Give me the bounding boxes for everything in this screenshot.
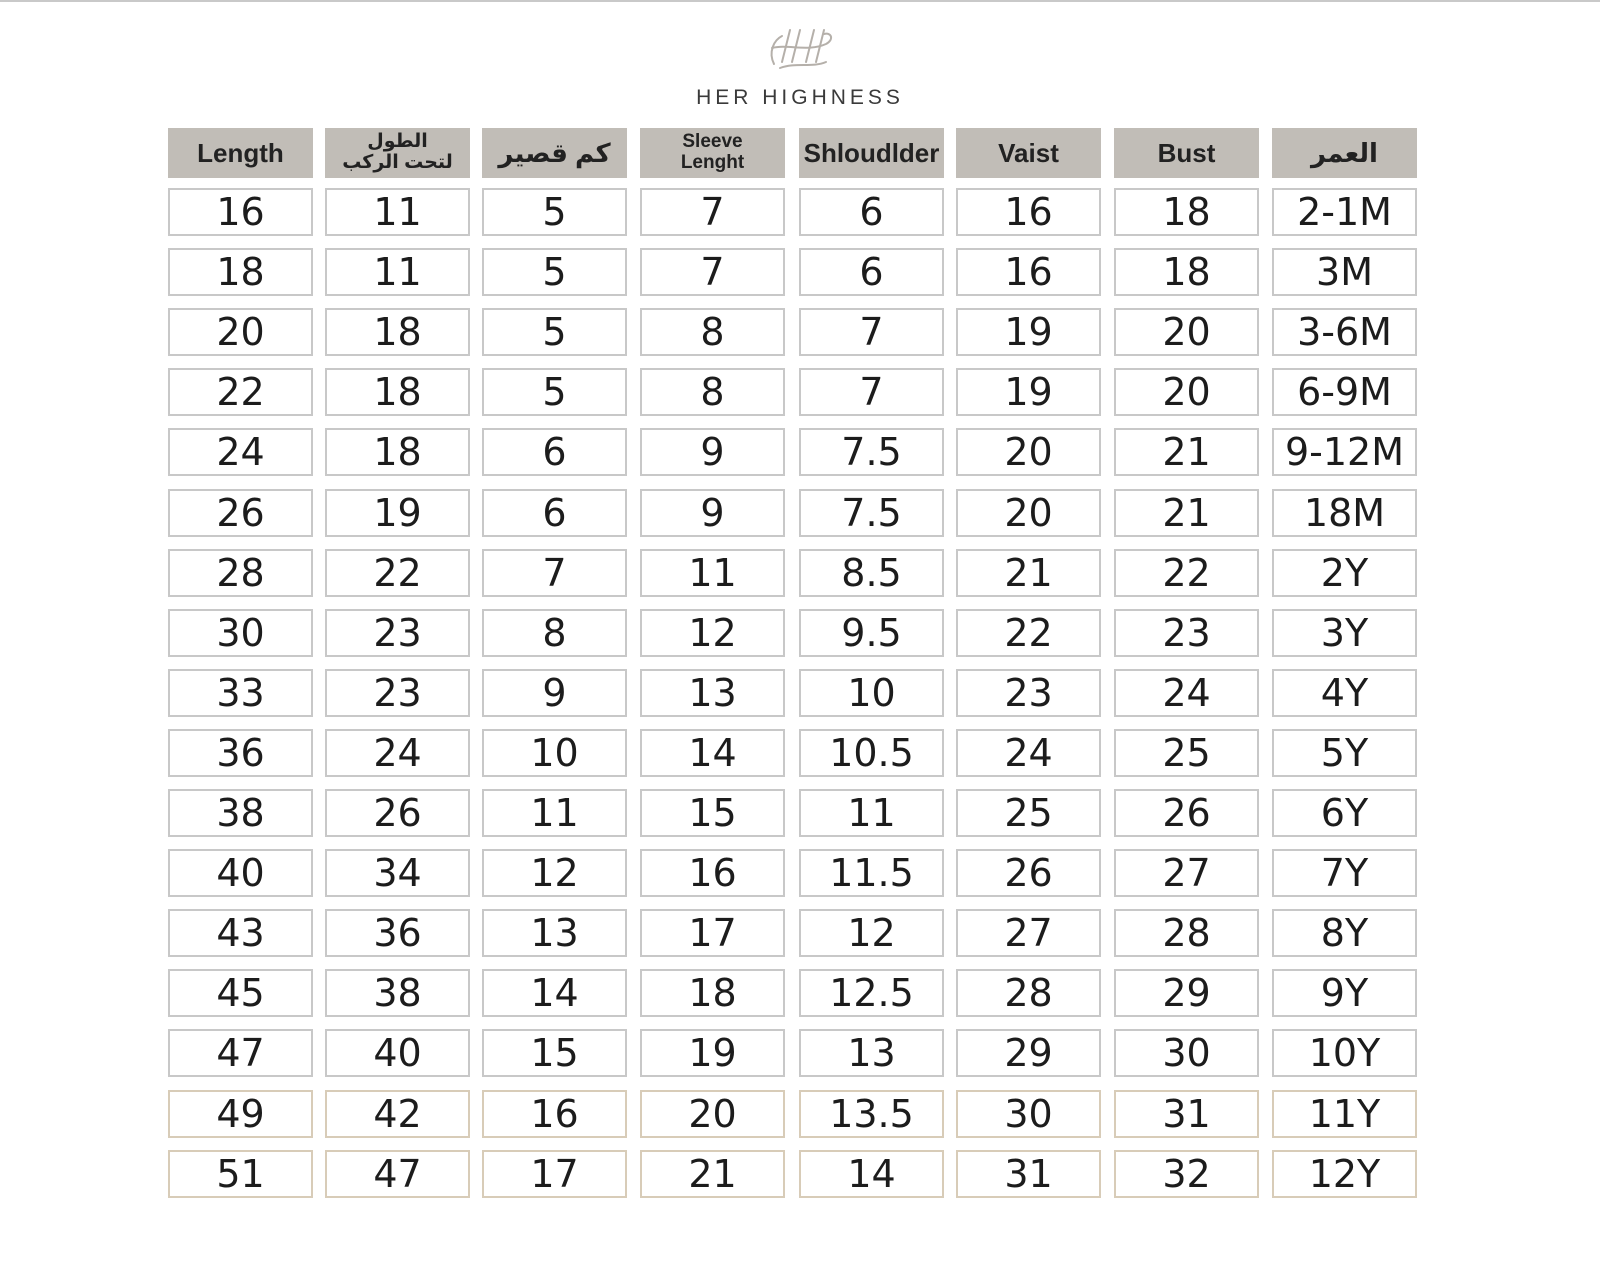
brand-name: HER HIGHNESS [696,86,904,109]
hh-monogram-icon [760,22,840,78]
table-cell-age: 6Y [1272,789,1417,837]
column-header-sublabel: لتحت الركب [342,152,453,173]
table-cell-waist: 28 [956,969,1101,1017]
table-cell-length-below-knee: 11 [325,248,470,296]
table-cell-shoulder: 13 [799,1029,944,1077]
table-row [168,909,1447,959]
table-cell-bust: 20 [1114,308,1259,356]
table-row [168,1150,1447,1200]
table-cell-short-sleeve: 9 [482,669,627,717]
table-cell-shoulder: 7.5 [799,489,944,537]
column-header-short-sleeve [482,128,627,178]
table-cell-shoulder: 10 [799,669,944,717]
table-cell-bust: 27 [1114,849,1259,897]
table-cell-length: 36 [168,729,313,777]
table-cell-age: 2-1M [1272,188,1417,236]
table-cell-length-below-knee: 23 [325,669,470,717]
table-row [168,489,1447,539]
table-cell-bust: 25 [1114,729,1259,777]
table-cell-bust: 21 [1114,489,1259,537]
table-cell-bust: 29 [1114,969,1259,1017]
table-cell-length-below-knee: 11 [325,188,470,236]
table-cell-length-below-knee: 24 [325,729,470,777]
table-cell-bust: 28 [1114,909,1259,957]
table-cell-length: 18 [168,248,313,296]
table-cell-short-sleeve: 6 [482,428,627,476]
table-cell-shoulder: 10.5 [799,729,944,777]
table-row [168,609,1447,659]
column-header-length-below-knee [325,128,470,178]
table-cell-short-sleeve: 14 [482,969,627,1017]
table-cell-shoulder: 12.5 [799,969,944,1017]
table-cell-age: 18M [1272,489,1417,537]
table-cell-short-sleeve: 10 [482,729,627,777]
table-cell-waist: 22 [956,609,1101,657]
table-cell-length-below-knee: 34 [325,849,470,897]
table-cell-bust: 23 [1114,609,1259,657]
table-cell-length: 28 [168,549,313,597]
table-cell-sleeve-length: 16 [640,849,785,897]
table-cell-sleeve-length: 9 [640,489,785,537]
table-row [168,1029,1447,1079]
column-header-label: Vaist [998,137,1059,168]
table-cell-sleeve-length: 14 [640,729,785,777]
table-cell-sleeve-length: 12 [640,609,785,657]
table-cell-bust: 31 [1114,1090,1259,1138]
table-cell-bust: 20 [1114,368,1259,416]
table-cell-shoulder: 6 [799,248,944,296]
table-cell-length: 20 [168,308,313,356]
table-cell-shoulder: 14 [799,1150,944,1198]
column-header-label: Sleeve [682,131,743,153]
table-cell-length: 24 [168,428,313,476]
table-cell-length: 51 [168,1150,313,1198]
table-cell-waist: 19 [956,368,1101,416]
table-cell-shoulder: 7.5 [799,428,944,476]
table-cell-shoulder: 7 [799,368,944,416]
table-cell-age: 2Y [1272,549,1417,597]
table-cell-sleeve-length: 8 [640,368,785,416]
table-cell-length: 26 [168,489,313,537]
table-cell-shoulder: 9.5 [799,609,944,657]
table-cell-short-sleeve: 5 [482,188,627,236]
table-cell-waist: 26 [956,849,1101,897]
brand-logo [0,22,1600,110]
table-cell-age: 9Y [1272,969,1417,1017]
table-row [168,549,1447,599]
table-cell-waist: 27 [956,909,1101,957]
table-cell-length: 38 [168,789,313,837]
table-cell-age: 6-9M [1272,368,1417,416]
column-header-label: Bust [1157,137,1216,168]
table-row [168,308,1447,358]
table-cell-short-sleeve: 8 [482,609,627,657]
table-cell-shoulder: 11.5 [799,849,944,897]
table-row [168,969,1447,1019]
table-cell-length-below-knee: 18 [325,308,470,356]
table-cell-shoulder: 11 [799,789,944,837]
table-cell-sleeve-length: 18 [640,969,785,1017]
table-cell-length: 16 [168,188,313,236]
table-cell-age: 3M [1272,248,1417,296]
table-cell-short-sleeve: 15 [482,1029,627,1077]
table-cell-length: 43 [168,909,313,957]
table-row [168,188,1447,238]
table-row [168,428,1447,478]
table-cell-age: 9-12M [1272,428,1417,476]
table-cell-waist: 20 [956,428,1101,476]
table-cell-length-below-knee: 23 [325,609,470,657]
table-cell-waist: 21 [956,549,1101,597]
table-row [168,729,1447,779]
table-cell-bust: 18 [1114,188,1259,236]
table-cell-length-below-knee: 40 [325,1029,470,1077]
table-cell-length-below-knee: 18 [325,368,470,416]
table-cell-waist: 16 [956,248,1101,296]
top-divider [0,0,1600,2]
table-cell-bust: 24 [1114,669,1259,717]
table-cell-short-sleeve: 11 [482,789,627,837]
table-cell-sleeve-length: 17 [640,909,785,957]
table-cell-age: 11Y [1272,1090,1417,1138]
table-cell-length: 47 [168,1029,313,1077]
table-cell-sleeve-length: 21 [640,1150,785,1198]
column-header-sleeve-length [640,128,785,178]
column-header-length [168,128,313,178]
table-cell-length-below-knee: 36 [325,909,470,957]
table-cell-age: 10Y [1272,1029,1417,1077]
column-header-label: كم قصير [498,137,611,168]
column-header-label: الطول [367,131,428,153]
table-cell-length: 30 [168,609,313,657]
table-cell-short-sleeve: 5 [482,308,627,356]
table-cell-sleeve-length: 7 [640,188,785,236]
table-cell-length-below-knee: 47 [325,1150,470,1198]
table-cell-waist: 24 [956,729,1101,777]
table-cell-sleeve-length: 9 [640,428,785,476]
table-cell-short-sleeve: 16 [482,1090,627,1138]
table-cell-age: 3-6M [1272,308,1417,356]
table-cell-short-sleeve: 5 [482,248,627,296]
table-cell-sleeve-length: 15 [640,789,785,837]
column-header-bust [1114,128,1259,178]
table-header-row [168,128,1447,178]
table-cell-length: 33 [168,669,313,717]
table-cell-sleeve-length: 13 [640,669,785,717]
table-cell-sleeve-length: 20 [640,1090,785,1138]
table-cell-age: 4Y [1272,669,1417,717]
table-cell-bust: 21 [1114,428,1259,476]
table-cell-shoulder: 6 [799,188,944,236]
table-cell-sleeve-length: 7 [640,248,785,296]
table-cell-shoulder: 12 [799,909,944,957]
table-cell-waist: 16 [956,188,1101,236]
table-cell-short-sleeve: 13 [482,909,627,957]
table-cell-short-sleeve: 17 [482,1150,627,1198]
table-row [168,849,1447,899]
table-cell-length: 22 [168,368,313,416]
table-cell-length-below-knee: 22 [325,549,470,597]
table-cell-sleeve-length: 8 [640,308,785,356]
column-header-shoulder [799,128,944,178]
table-cell-length-below-knee: 42 [325,1090,470,1138]
column-header-age [1272,128,1417,178]
table-cell-length-below-knee: 18 [325,428,470,476]
table-cell-waist: 20 [956,489,1101,537]
table-cell-bust: 26 [1114,789,1259,837]
table-cell-waist: 30 [956,1090,1101,1138]
column-header-sublabel: Lenght [680,152,745,173]
table-cell-waist: 25 [956,789,1101,837]
table-cell-sleeve-length: 19 [640,1029,785,1077]
table-cell-short-sleeve: 6 [482,489,627,537]
table-cell-length: 49 [168,1090,313,1138]
table-cell-age: 7Y [1272,849,1417,897]
table-cell-waist: 29 [956,1029,1101,1077]
column-header-label: Shloudlder [803,137,940,168]
table-cell-bust: 22 [1114,549,1259,597]
table-row [168,669,1447,719]
table-cell-bust: 18 [1114,248,1259,296]
table-cell-shoulder: 8.5 [799,549,944,597]
table-cell-shoulder: 7 [799,308,944,356]
table-cell-length: 45 [168,969,313,1017]
table-cell-bust: 32 [1114,1150,1259,1198]
column-header-label: Length [197,137,284,168]
table-cell-length-below-knee: 26 [325,789,470,837]
table-cell-age: 5Y [1272,729,1417,777]
table-cell-bust: 30 [1114,1029,1259,1077]
column-header-waist [956,128,1101,178]
table-cell-waist: 19 [956,308,1101,356]
table-cell-age: 8Y [1272,909,1417,957]
table-row [168,1090,1447,1140]
table-cell-age: 3Y [1272,609,1417,657]
table-cell-waist: 31 [956,1150,1101,1198]
table-cell-short-sleeve: 5 [482,368,627,416]
table-row [168,789,1447,839]
table-row [168,368,1447,418]
table-cell-short-sleeve: 12 [482,849,627,897]
table-cell-sleeve-length: 11 [640,549,785,597]
table-cell-age: 12Y [1272,1150,1417,1198]
table-cell-short-sleeve: 7 [482,549,627,597]
table-cell-length: 40 [168,849,313,897]
table-row [168,248,1447,298]
table-cell-length-below-knee: 38 [325,969,470,1017]
table-cell-length-below-knee: 19 [325,489,470,537]
column-header-label: العمر [1311,137,1378,168]
table-cell-waist: 23 [956,669,1101,717]
table-cell-shoulder: 13.5 [799,1090,944,1138]
